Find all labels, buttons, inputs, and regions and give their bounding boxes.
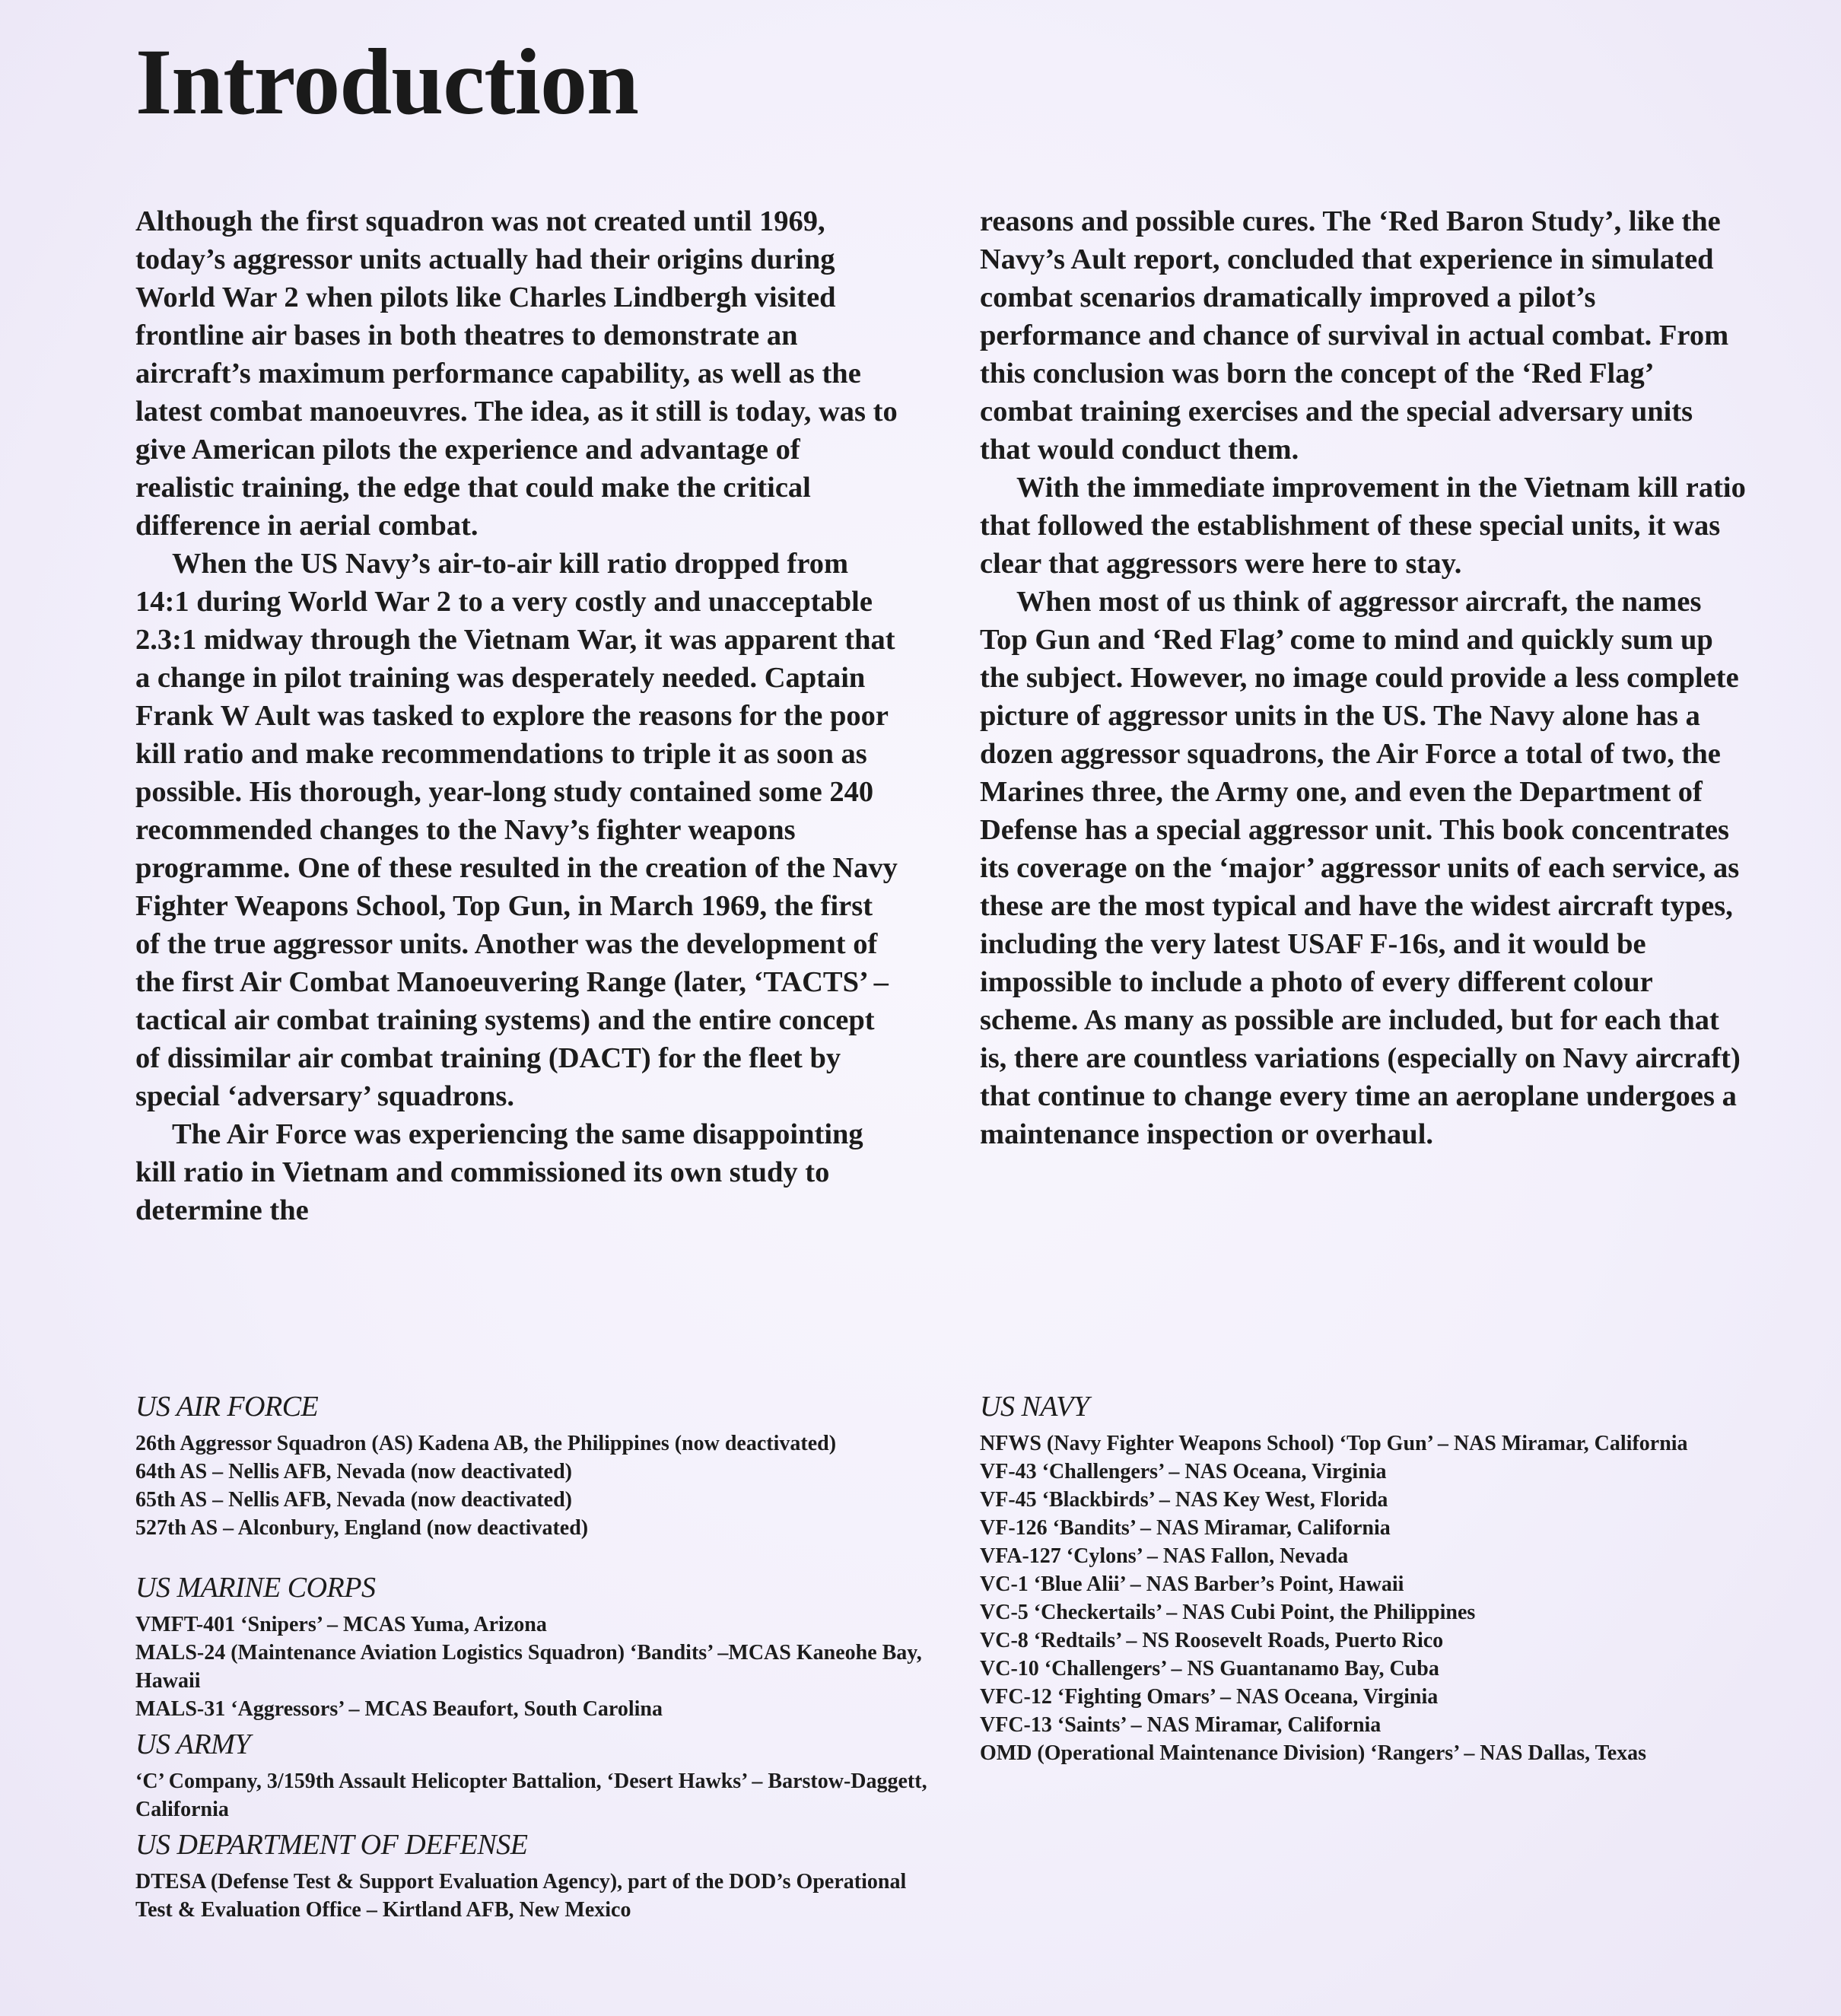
list-item: MALS-24 (Maintenance Aviation Logistics Squadron) ‘Bandits’ –MCAS Kaneohe Bay, Hawaii (135, 1641, 922, 1693)
list-item: VC-8 ‘Redtails’ – NS Roosevelt Roads, Puerto Rico (980, 1629, 1444, 1652)
list-item: VFA-127 ‘Cylons’ – NAS Fallon, Nevada (980, 1544, 1349, 1568)
body-column-left (135, 202, 904, 1229)
list-item: VFC-13 ‘Saints’ – NAS Miramar, California (980, 1713, 1382, 1737)
section-heading: US NAVY (980, 1391, 1089, 1423)
list-item: VF-43 ‘Challengers’ – NAS Oceana, Virginia (980, 1460, 1387, 1483)
list-item: 64th AS – Nellis AFB, Nevada (now deactivated) (135, 1460, 572, 1483)
paragraph: Although the first squadron was not created until 1969, today’s aggressor units actually had their origins during World War 2 when pilots like Charles Lindbergh visited frontline air bases in both theatres to demonstrate an aircraft’s maximum performance capability, as well as the latest combat manoeuvres. The idea, as it still is today, was to give American pilots the experience and advantage of realistic training, the edge that could make the critical difference in aerial combat. (135, 205, 898, 542)
section-heading: US AIR FORCE (135, 1391, 319, 1423)
unit-lists-right (980, 1388, 1741, 1795)
unit-list (135, 1868, 942, 1924)
unit-list (135, 1429, 942, 1542)
list-item: OMD (Operational Maintenance Division) ‘Rangers’ – NAS Dallas, Texas (980, 1741, 1647, 1765)
list-item: VF-45 ‘Blackbirds’ – NAS Key West, Florida (980, 1488, 1388, 1512)
paragraph: reasons and possible cures. The ‘Red Baron Study’, like the Navy’s Ault report, concluded that experience in simulated combat scenarios dramatically improved a pilot’s performance and chance of survival in actual combat. From this conclusion was born the concept of the ‘Red Flag’ combat training exercises and the special adversary units that would conduct them. (980, 205, 1729, 466)
list-item: VFC-12 ‘Fighting Omars’ – NAS Oceana, Virginia (980, 1685, 1439, 1709)
paragraph: The Air Force was experiencing the same disappointing kill ratio in Vietnam and commissioned its own study to determine the (135, 1118, 863, 1226)
unit-list (980, 1429, 1741, 1767)
unit-lists-left (135, 1388, 942, 1927)
unit-group-dod (135, 1827, 942, 1924)
unit-group-air-force (135, 1388, 942, 1542)
unit-list (135, 1767, 942, 1824)
unit-list (135, 1611, 942, 1723)
list-item: DTESA (Defense Test & Support Evaluation Agency), part of the DOD’s Operational Test & Evaluation Office – Kirtland AFB, New Mexico (135, 1870, 907, 1922)
unit-group-marine-corps (135, 1569, 942, 1723)
list-item: MALS-31 ‘Aggressors’ – MCAS Beaufort, South Carolina (135, 1697, 663, 1721)
list-item: 65th AS – Nellis AFB, Nevada (now deactivated) (135, 1488, 572, 1512)
list-item: VC-10 ‘Challengers’ – NS Guantanamo Bay, Cuba (980, 1657, 1439, 1681)
list-item: NFWS (Navy Fighter Weapons School) ‘Top Gun’ – NAS Miramar, California (980, 1432, 1688, 1455)
list-item: 26th Aggressor Squadron (AS) Kadena AB, the Philippines (now deactivated) (135, 1432, 837, 1455)
section-heading: US ARMY (135, 1728, 250, 1760)
paragraph: With the immediate improvement in the Vietnam kill ratio that followed the establishment of these special units, it was clear that aggressors were here to stay. (980, 472, 1746, 580)
paragraph: When most of us think of aggressor aircraft, the names Top Gun and ‘Red Flag’ come to mind and quickly sum up the subject. However, no image could provide a less complete picture of aggressor units in the US. The Navy alone has a dozen aggressor squadrons, the Air Force a total of two, the Marines three, the Army one, and even the Department of Defense has a special aggressor unit. This book concentrates its coverage on the ‘major’ aggressor units of each service, as these are the most typical and have the widest aircraft types, including the very latest USAF F-16s, and it would be impossible to include a photo of every different colour scheme. As many as possible are included, but for each that is, there are countless variations (especially on Navy aircraft) that continue to change every time an aeroplane undergoes a maintenance inspection or overhaul. (980, 586, 1741, 1150)
section-heading: US DEPARTMENT OF DEFENSE (135, 1829, 528, 1861)
section-heading: US MARINE CORPS (135, 1572, 376, 1604)
list-item: ‘C’ Company, 3/159th Assault Helicopter Battalion, ‘Desert Hawks’ – Barstow-Daggett, California (135, 1770, 927, 1821)
body-column-right (980, 202, 1748, 1153)
list-item: VC-1 ‘Blue Alii’ – NAS Barber’s Point, Hawaii (980, 1572, 1404, 1596)
unit-group-navy (980, 1388, 1741, 1767)
list-item: VF-126 ‘Bandits’ – NAS Miramar, California (980, 1516, 1391, 1540)
list-item: VMFT-401 ‘Snipers’ – MCAS Yuma, Arizona (135, 1613, 547, 1636)
paragraph: When the US Navy’s air-to-air kill ratio dropped from 14:1 during World War 2 to a very costly and unacceptable 2.3:1 midway through the Vietnam War, it was apparent that a change in pilot training was desperately needed. Captain Frank W Ault was tasked to explore the reasons for the poor kill ratio and make recommendations to triple it as soon as possible. His thorough, year-long study contained some 240 recommended changes to the Navy’s fighter weapons programme. One of these resulted in the creation of the Navy Fighter Weapons School, Top Gun, in March 1969, the first of the true aggressor units. Another was the development of the first Air Combat Manoeuvering Range (later, ‘TACTS’ – tactical air combat training systems) and the entire concept of dissimilar air combat training (DACT) for the fleet by special ‘adversary’ squadrons. (135, 548, 898, 1112)
list-item: VC-5 ‘Checkertails’ – NAS Cubi Point, the Philippines (980, 1601, 1476, 1624)
unit-group-army (135, 1726, 942, 1824)
page-title: Introduction (135, 30, 638, 134)
list-item: 527th AS – Alconbury, England (now deactivated) (135, 1516, 589, 1540)
